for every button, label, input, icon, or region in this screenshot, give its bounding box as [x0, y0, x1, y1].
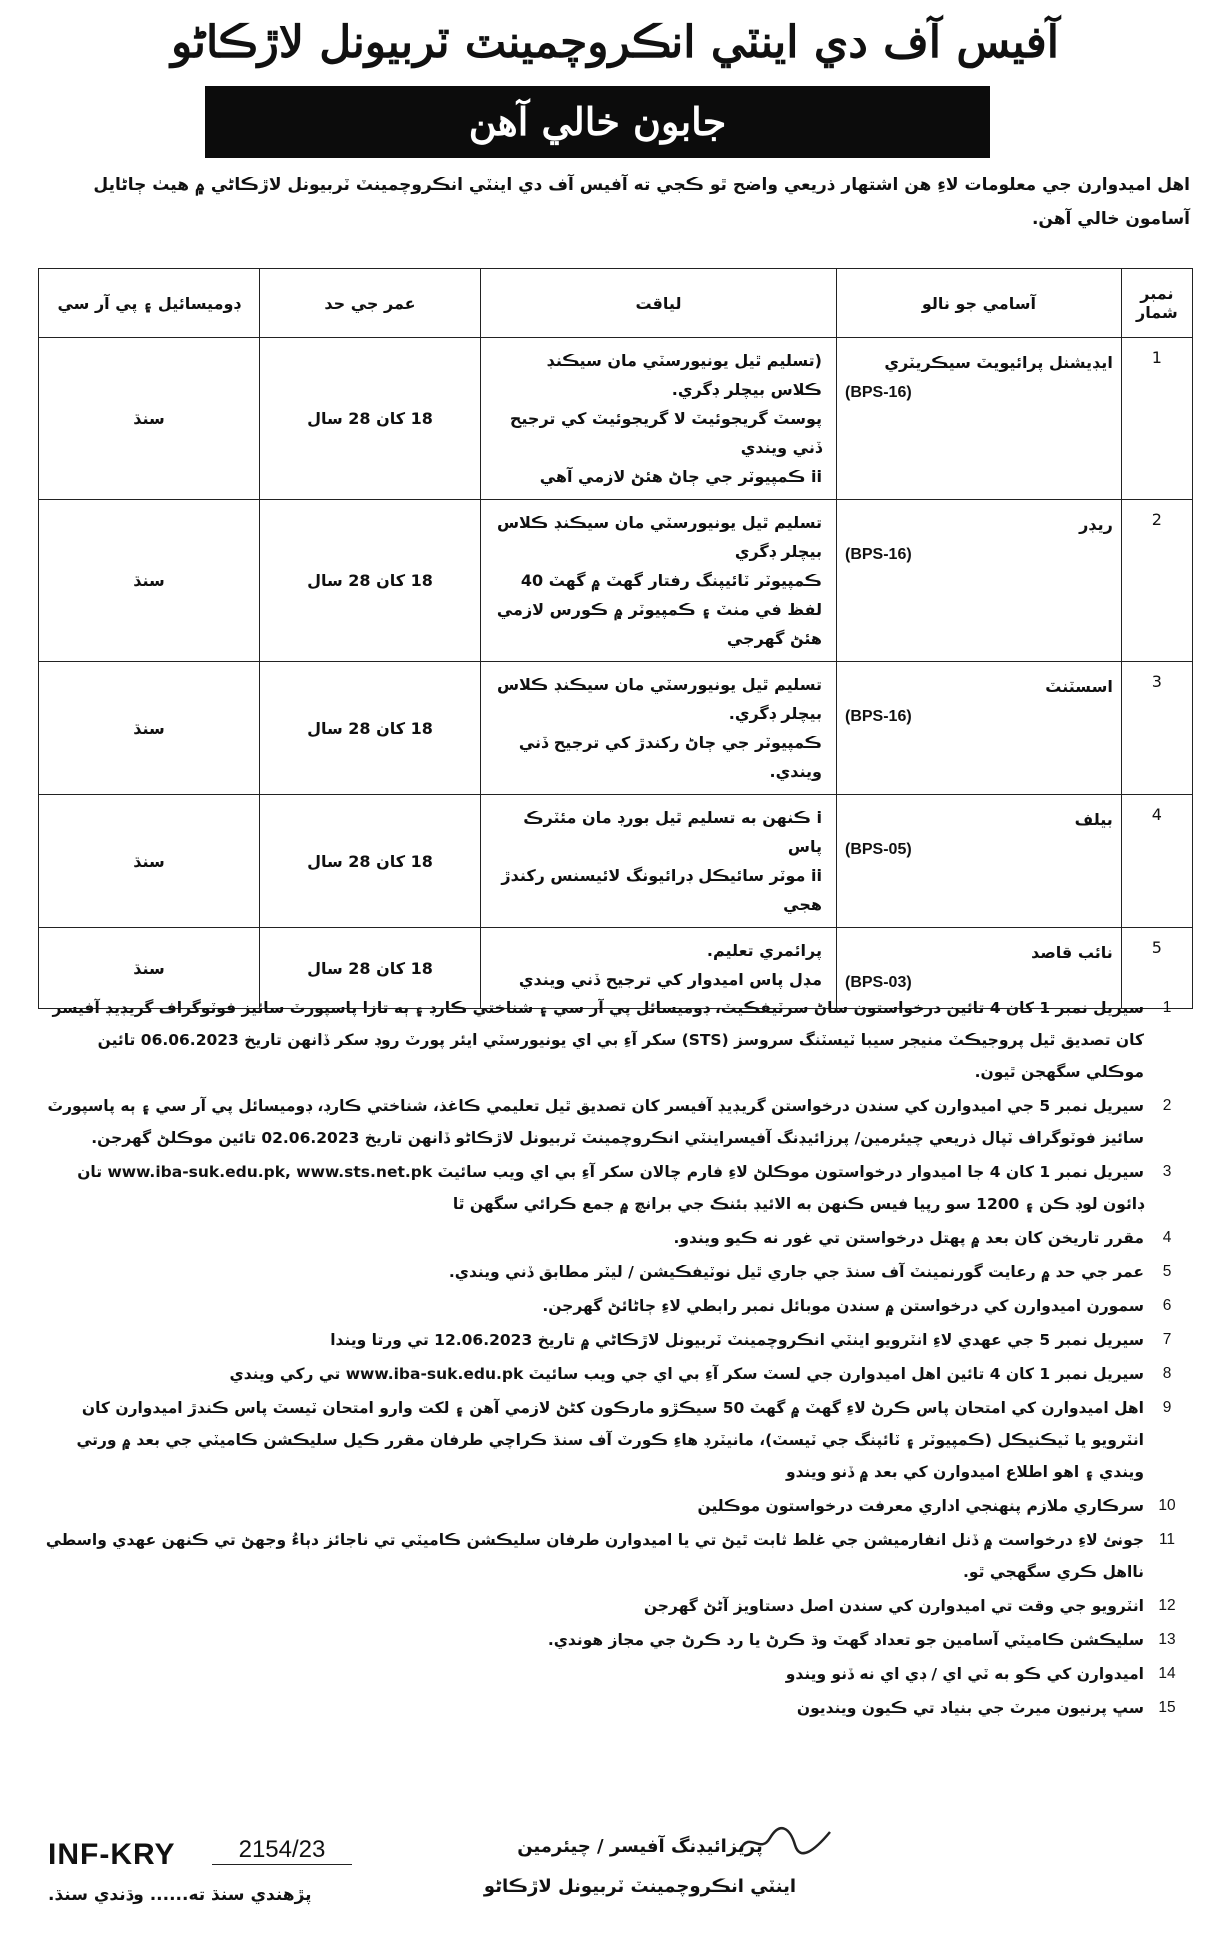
footer-slogan: پڙهندي سنڌ ته...... وڌندي سنڌ.	[48, 1885, 312, 1905]
header-qualification: لياقت	[480, 269, 836, 338]
condition-number: 3	[1162, 1163, 1172, 1180]
row-post	[836, 795, 1121, 928]
condition-text: سيريل نمبر 1 کان 4 جا اميدوار درخواستون موڪلڻ لاءِ فارم چالان سکر آءِ بي اي ويب سائيٽ www.iba-suk.edu.pk, www.sts.net.pk تان ڊائون لوڊ ڪن ۽ 1200 سو رپيا فيس ڪنهن به الائيڊ بئنڪ جي برانچ ۾ جمع ڪرائي سگهن ٿا	[77, 1163, 1144, 1213]
row-qualification	[480, 795, 836, 928]
condition-item	[40, 992, 1190, 1088]
post-bps: (BPS-16)	[844, 546, 912, 563]
row-age-limit: 18 کان 28 سال	[260, 500, 481, 662]
post-bps: (BPS-05)	[844, 841, 912, 858]
condition-number: 5	[1162, 1263, 1172, 1280]
condition-item	[40, 1256, 1190, 1288]
condition-item	[40, 1090, 1190, 1154]
row-serial: 5	[1121, 928, 1192, 1009]
condition-item	[40, 1392, 1190, 1488]
condition-number: 2	[1162, 1097, 1172, 1114]
post-name: بيلف	[1074, 810, 1113, 829]
condition-number: 14	[1158, 1665, 1176, 1682]
vacancy-rows	[39, 338, 1193, 1009]
vacancy-table	[38, 268, 1193, 1009]
table-row	[39, 795, 1193, 928]
row-domicile: سنڌ	[39, 795, 260, 928]
condition-item	[40, 1222, 1190, 1254]
post-bps: (BPS-03)	[844, 974, 912, 991]
post-name: اسسٽنٽ	[1045, 677, 1113, 696]
condition-item	[40, 1324, 1190, 1356]
qualification-line: (تسليم ٿيل يونيورسٽي مان سيڪنڊ ڪلاس بيچلر ڊگري.	[546, 351, 822, 399]
condition-item	[40, 1624, 1190, 1656]
qualification-line: مڊل پاس اميدوار کي ترجيح ڏني ويندي	[518, 970, 822, 989]
condition-text: سرڪاري ملازم پنهنجي اداري معرفت درخواستون موڪلين	[697, 1497, 1144, 1515]
condition-item	[40, 1156, 1190, 1220]
row-qualification	[480, 500, 836, 662]
condition-text: سيريل نمبر 5 جي اميدوارن کي سندن درخواستن گريڊيڊ آفيسر کان تصديق ٿيل تعليمي ڪاغذ، شناختي ڪارڊ، ڊوميسائل پي آر سي ۽ ٻه پاسپورٽ سائيز فوٽوگراف ٽپال ذريعي چيئرمين/ پرزائيڊنگ آفيسراينٽي انڪروچمينٽ ٽربيونل لاڙڪاڻو ڏانهن تاريخ 02.06.2023 تائين موڪلڻ گهرجن.	[47, 1097, 1144, 1147]
condition-number: 11	[1158, 1531, 1176, 1548]
qualification-line: i ڪنهن به تسليم ٿيل بورڊ مان مئٽرڪ پاس	[523, 808, 822, 856]
table-header-row	[39, 269, 1193, 338]
condition-text: مقرر تاريخن کان بعد ۾ پهتل درخواستن تي غور نه ڪيو ويندو.	[673, 1229, 1144, 1247]
table-row	[39, 662, 1193, 795]
condition-item	[40, 1658, 1190, 1690]
row-age-limit: 18 کان 28 سال	[260, 338, 481, 500]
signatory-title: پريزائيڊنگ آفيسر / چيئرمين	[517, 1836, 763, 1857]
row-age-limit: 18 کان 28 سال	[260, 795, 481, 928]
condition-number: 15	[1158, 1699, 1176, 1716]
header-age: عمر جي حد	[260, 269, 481, 338]
row-serial: 3	[1121, 662, 1192, 795]
row-qualification	[480, 662, 836, 795]
qualification-line: پرائمري تعليم.	[706, 941, 822, 960]
condition-number: 4	[1162, 1229, 1172, 1246]
post-name: ريڊر	[1079, 515, 1113, 534]
condition-item	[40, 1692, 1190, 1724]
condition-item	[40, 1590, 1190, 1622]
post-bps: (BPS-16)	[844, 708, 912, 725]
header-domicile: ڊوميسائيل ۽ پي آر سي	[39, 269, 260, 338]
condition-item	[40, 1358, 1190, 1390]
row-serial: 2	[1121, 500, 1192, 662]
condition-text: سيريل نمبر 1 کان 4 تائين اهل اميدوارن جي لسٽ سکر آءِ بي اي جي ويب سائيٽ www.iba-suk.edu.pk تي رکي ويندي	[229, 1365, 1144, 1383]
qualification-line: ڪمپيوٽر جي ڄاڻ رکندڙ کي ترجيح ڏني ويندي.	[518, 733, 822, 781]
header-serial: نمبر شمار	[1121, 269, 1192, 338]
post-name: نائب قاصد	[1031, 943, 1113, 962]
condition-number: 10	[1158, 1497, 1176, 1514]
row-post	[836, 500, 1121, 662]
row-post	[836, 662, 1121, 795]
notice-title: آفيس آف دي اينٽي انڪروچمينٽ ٽربيونل لاڙڪاڻو	[171, 17, 1059, 68]
condition-item	[40, 1290, 1190, 1322]
condition-text: جونئ لاءِ درخواست ۾ ڏنل انفارميشن جي غلط ثابت ٿيڻ تي يا اميدوارن طرفان سليڪشن ڪاميٽي تي ناجائز دٻاءُ وجهڻ تي ڪنهن عهدي واسطي نااهل ڪري سگهجي ٿو.	[45, 1531, 1144, 1581]
intro-paragraph: اهل اميدوارن جي معلومات لاءِ هن اشتهار ذريعي واضح ٿو ڪجي ته آفيس آف دي اينٽي انڪروچمينٽ ٽربيونل لاڙڪاڻي ۾ هيٺ ڄاڻايل آسامون خالي آهن.	[93, 175, 1190, 229]
table-row	[39, 338, 1193, 500]
qualification-line: پوسٽ گريجوئيٽ لا گريجوئيٽ کي ترجيح ڏني ويندي	[509, 409, 822, 457]
condition-text: سيريل نمبر 5 جي عهدي لاءِ انٽرويو اينٽي انڪروچمينٽ ٽربيونل لاڙڪاڻي ۾ تاريخ 12.06.2023 تي ورتا ويندا	[330, 1331, 1144, 1349]
condition-text: انٽرويو جي وقت تي اميدوارن کي سندن اصل دستاويز آڻڻ گهرجن	[643, 1597, 1144, 1615]
post-bps: (BPS-16)	[844, 384, 912, 401]
table-row	[39, 500, 1193, 662]
qualification-line: ii ڪمپيوٽر جي ڄاڻ هئڻ لازمي آهي	[539, 467, 822, 486]
condition-number: 13	[1158, 1631, 1176, 1648]
qualification-line: تسليم ٿيل يونيورسٽي مان سيڪنڊ ڪلاس بيچلر ڊگري	[496, 513, 822, 561]
row-domicile: سنڌ	[39, 500, 260, 662]
condition-number: 8	[1162, 1365, 1172, 1382]
condition-number: 1	[1162, 999, 1172, 1016]
condition-number: 7	[1162, 1331, 1172, 1348]
condition-number: 6	[1162, 1297, 1172, 1314]
row-qualification	[480, 338, 836, 500]
row-serial: 1	[1121, 338, 1192, 500]
row-domicile: سنڌ	[39, 928, 260, 1009]
row-post	[836, 338, 1121, 500]
condition-text: سيريل نمبر 1 کان 4 تائين درخواستون ساڻ سرٽيفڪيٽ، ڊوميسائل پي آر سي ۽ شناختي ڪارڊ ۽ ٻه تازا پاسپورٽ سائيز فوٽوگراف گريڊيڊ آفيسر کان تصديق ٿيل پروجيڪٽ منيجر سيبا ٽيسٽنگ سروسز (STS) سکر آءِ بي اي يونيورسٽي ايئر پورٽ روڊ سکر ڏانهن تاريخ 06.06.2023 تائين موڪلي سگهجن ٿيون.	[52, 999, 1144, 1081]
condition-number: 9	[1162, 1399, 1172, 1416]
inf-code: INF-KRY	[48, 1838, 176, 1871]
conditions-list	[40, 992, 1190, 1726]
condition-item	[40, 1524, 1190, 1588]
signatory-organization: اينٽي انڪروچمينٽ ٽربيونل لاڙڪاڻو	[483, 1876, 797, 1897]
qualification-line: ڪمپيوٽر ٽائيپنگ رفتار گهٽ ۾ گهٽ 40 لفظ في منٽ ۽ ڪمپيوٽر ۾ ڪورس لازمي هئڻ گهرجي	[496, 571, 822, 648]
condition-text: سمورن اميدوارن کي درخواستن ۾ سندن موبائل نمبر رابطي لاءِ ڄاڻائڻ گهرجن.	[542, 1297, 1144, 1315]
row-age-limit: 18 کان 28 سال	[260, 928, 481, 1009]
condition-text: عمر جي حد ۾ رعايت گورنمينٽ آف سنڌ جي جاري ٿيل نوٽيفڪيشن / ليٽر مطابق ڏني ويندي.	[448, 1263, 1144, 1281]
row-domicile: سنڌ	[39, 338, 260, 500]
qualification-line: تسليم ٿيل يونيورسٽي مان سيڪنڊ ڪلاس بيچلر ڊگري.	[496, 675, 822, 723]
row-age-limit: 18 کان 28 سال	[260, 662, 481, 795]
condition-text: سڀ پرنيون ميرٽ جي بنياد تي ڪيون وينديون	[796, 1699, 1144, 1717]
condition-text: اميدوارن کي ڪو به ٽي اي / ڊي اي نه ڏنو ويندو	[785, 1665, 1144, 1683]
condition-text: سليڪشن ڪاميٽي آسامين جو تعداد گهٽ وڌ ڪرڻ يا رد ڪرڻ جي مجاز هوندي.	[547, 1631, 1144, 1649]
inf-number: 2154/23	[212, 1836, 352, 1865]
row-domicile: سنڌ	[39, 662, 260, 795]
condition-item	[40, 1490, 1190, 1522]
qualification-line: ii موٽر سائيڪل ڊرائيونگ لائيسنس رکندڙ هجي	[501, 866, 822, 914]
post-name: ايڊيشنل پرائيويٽ سيڪريٽري	[884, 353, 1113, 372]
row-serial: 4	[1121, 795, 1192, 928]
vacancy-banner: جابون خالي آهن	[205, 86, 990, 158]
condition-number: 12	[1158, 1597, 1176, 1614]
condition-text: اهل اميدوارن کي امتحان پاس ڪرڻ لاءِ گهٽ ۾ گهٽ 50 سيڪڙو مارڪون کڻڻ لازمي آهن ۽ لکت وارو امتحان ٽيسٽ پاس ڪندڙ اميدوارن کان انٽرويو يا ٽيڪنيڪل (ڪمپيوٽر ۽ ٽائپنگ جي ٽيسٽ)، مانيٽرڊ هاءِ ڪورٽ آف سنڌ ڪراچي طرفان مقرر ڪيل سليڪشن ڪاميٽي جي بعد ۾ ورتي ويندي ۽ اهو اطلاع اميدوارن کي بعد ۾ ڏنو ويندو	[76, 1399, 1144, 1481]
header-post: آسامي جو نالو	[836, 269, 1121, 338]
